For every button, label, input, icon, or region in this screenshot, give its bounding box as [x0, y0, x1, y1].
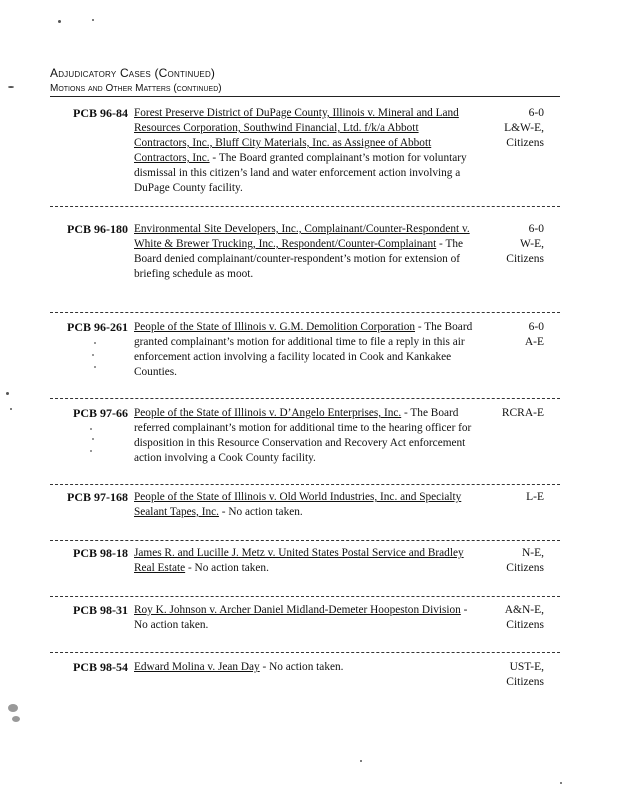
case-type: W-E,: [520, 238, 544, 250]
row-divider: [50, 206, 560, 207]
case-vote: [474, 406, 544, 421]
case-title: Environmental Site Developers, Inc., Complainant/Counter-Respondent v. White & Brewer Trucking, Inc., Respondent/Counter-Complainant: [134, 223, 470, 250]
scan-speck: [360, 760, 362, 762]
case-text: - The Board granted complainant’s motion for additional time to file a reply in this air enforcement action involving a facility located in Cook and Kankakee Counties.: [134, 321, 473, 378]
case-title: Edward Molina v. Jean Day: [134, 661, 260, 673]
case-category: Citizens: [506, 619, 544, 631]
scan-speck: [6, 392, 9, 395]
scan-speck: [92, 354, 94, 356]
case-number: PCB 96-180: [67, 222, 128, 236]
scan-speck: [92, 438, 94, 440]
case-title: Forest Preserve District of DuPage County, Illinois v. Mineral and Land Resources Corporation, Southwind Financial, Ltd. f/k/a Abbott Contractors, Inc., Bluff City Materials, Inc. as Assignee of Abbott Contractors, Inc.: [134, 107, 459, 164]
case-number: PCB 98-31: [73, 603, 128, 617]
case-title: People of the State of Illinois v. Old World Industries, Inc. and Specialty Sealant Tapes, Inc.: [134, 491, 462, 518]
case-number: PCB 96-84: [73, 106, 128, 120]
case-title: People of the State of Illinois v. G.M. Demolition Corporation: [134, 321, 416, 333]
case-type: A&N-E,: [504, 604, 544, 616]
case-vote: [474, 603, 544, 633]
case-type: A-E: [524, 336, 544, 348]
case-vote: [474, 546, 544, 576]
row-divider: [50, 652, 560, 653]
case-category: Citizens: [506, 137, 544, 149]
case-text: - The Board denied complainant/counter-respondent’s motion for extension of briefing schedule as moot.: [134, 238, 464, 280]
scan-speck: [92, 19, 94, 21]
scan-speck: [94, 366, 96, 368]
case-vote: [474, 320, 544, 350]
case-category: Citizens: [506, 562, 544, 574]
case-text: - No action taken.: [259, 661, 344, 673]
case-type: L&W-E,: [504, 122, 544, 134]
case-category: Citizens: [506, 253, 544, 265]
case-description: [134, 320, 474, 380]
case-type: L-E: [526, 491, 544, 503]
case-number: PCB 96-261: [67, 320, 128, 334]
case-vote: [474, 222, 544, 267]
case-text: - The Board referred complainant’s motion for additional time to the hearing officer for disposition in this Resource Conservation and Recovery Act enforcement action involving a Cook County facility.: [134, 407, 472, 464]
page-heading: [50, 66, 215, 80]
case-type: N-E,: [521, 547, 544, 559]
scan-speck: [90, 450, 92, 452]
scan-speck: [12, 716, 20, 722]
case-text: - No action taken.: [185, 562, 269, 574]
case-text: - No action taken.: [134, 604, 468, 631]
case-description: [134, 406, 474, 466]
vote-count: 6-0: [528, 107, 544, 119]
case-description: [134, 490, 474, 520]
row-divider: [50, 312, 560, 313]
row-divider: [50, 398, 560, 399]
case-number: PCB 98-18: [73, 546, 128, 560]
case-vote: [474, 660, 544, 690]
vote-count: 6-0: [528, 223, 544, 235]
case-number: PCB 97-168: [67, 490, 128, 504]
scan-speck: [10, 408, 12, 410]
scan-speck: [8, 86, 14, 88]
row-divider: [50, 484, 560, 485]
case-number: PCB 97-66: [73, 406, 128, 420]
vote-count: 6-0: [528, 321, 544, 333]
scan-speck: [94, 342, 96, 344]
scan-speck: [90, 428, 92, 430]
scan-speck: [8, 704, 18, 712]
case-description: [134, 603, 474, 633]
scan-speck: [58, 20, 61, 23]
case-title: James R. and Lucille J. Metz v. United States Postal Service and Bradley Real Estate: [134, 547, 464, 574]
case-title: Roy K. Johnson v. Archer Daniel Midland-Demeter Hoopeston Division: [134, 604, 461, 616]
case-description: [134, 106, 474, 196]
case-description: [134, 660, 474, 675]
header-rule: [50, 96, 560, 97]
case-number: PCB 98-54: [73, 660, 128, 674]
row-divider: [50, 596, 560, 597]
case-vote: [474, 490, 544, 505]
case-description: [134, 546, 474, 576]
case-category: Citizens: [506, 676, 544, 688]
case-title: People of the State of Illinois v. D’Angelo Enterprises, Inc.: [134, 407, 402, 419]
page-subheading-text: Motions and Other Matters (continued): [50, 83, 222, 94]
case-text: - The Board granted complainant’s motion for voluntary dismissal in this citizen’s land and water enforcement action involving a DuPage County facility.: [134, 152, 467, 194]
case-text: - No action taken.: [218, 506, 303, 518]
row-divider: [50, 540, 560, 541]
scan-speck: [560, 782, 562, 784]
page-subheading: [50, 83, 222, 94]
case-type: RCRA-E: [501, 407, 544, 419]
case-type: UST-E,: [509, 661, 544, 673]
case-vote: [474, 106, 544, 151]
case-description: [134, 222, 474, 282]
page-heading-text: Adjudicatory Cases (Continued): [50, 66, 216, 80]
